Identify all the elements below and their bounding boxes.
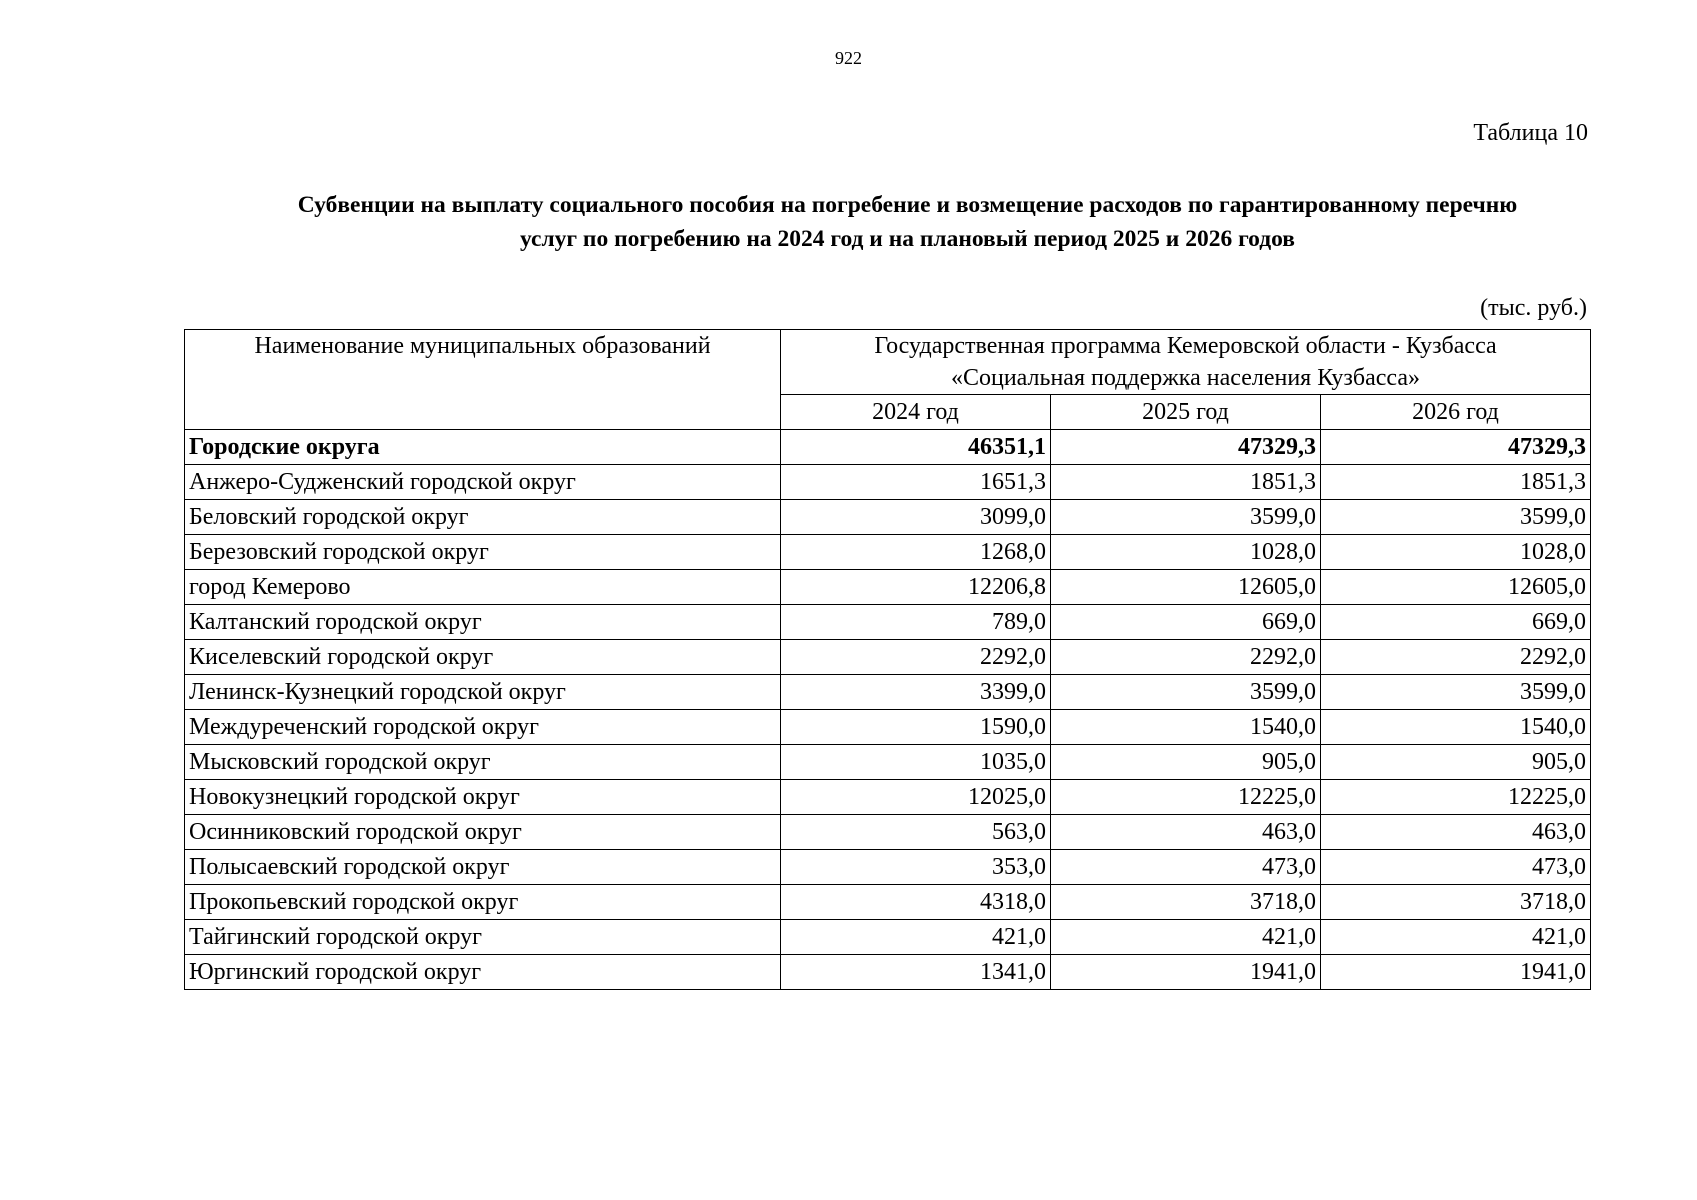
total-row xyxy=(185,430,1591,465)
table-row xyxy=(185,885,1591,920)
value-2026: 1851,3 xyxy=(1321,465,1591,500)
value-2025: 3718,0 xyxy=(1051,885,1321,920)
unit-note: (тыс. руб.) xyxy=(1480,295,1587,321)
title-line-2: услуг по погребению на 2024 год и на плановый период 2025 и 2026 годов xyxy=(519,226,1295,252)
value-2025: 669,0 xyxy=(1051,605,1321,640)
municipality-name: Мысковский городской округ xyxy=(185,745,781,780)
value-2026: 669,0 xyxy=(1321,605,1591,640)
total-value-2025: 47329,3 xyxy=(1051,430,1321,465)
municipality-name: Киселевский городской округ xyxy=(185,640,781,675)
table-row xyxy=(185,675,1591,710)
table-label: Таблица 10 xyxy=(1473,120,1588,146)
value-2024: 2292,0 xyxy=(781,640,1051,675)
value-2025: 12605,0 xyxy=(1051,570,1321,605)
value-2025: 1941,0 xyxy=(1051,955,1321,990)
value-2026: 3599,0 xyxy=(1321,500,1591,535)
value-2024: 563,0 xyxy=(781,815,1051,850)
value-2026: 905,0 xyxy=(1321,745,1591,780)
header-program xyxy=(781,330,1591,395)
value-2024: 12025,0 xyxy=(781,780,1051,815)
municipality-name: Березовский городской округ xyxy=(185,535,781,570)
value-2024: 1268,0 xyxy=(781,535,1051,570)
table-row xyxy=(185,605,1591,640)
value-2024: 3399,0 xyxy=(781,675,1051,710)
value-2024: 1651,3 xyxy=(781,465,1051,500)
table-row xyxy=(185,815,1591,850)
header-program-line-1: Государственная программа Кемеровской области - Кузбасса xyxy=(874,333,1497,359)
header-program-line-2: «Социальная поддержка населения Кузбасса» xyxy=(950,365,1421,391)
table-row xyxy=(185,920,1591,955)
municipality-name: Анжеро-Судженский городской округ xyxy=(185,465,781,500)
municipality-name: город Кемерово xyxy=(185,570,781,605)
municipality-name: Тайгинский городской округ xyxy=(185,920,781,955)
value-2026: 421,0 xyxy=(1321,920,1591,955)
title-line-1: Субвенции на выплату социального пособия на погребение и возмещение расходов по гарантированному перечню xyxy=(297,192,1518,218)
value-2026: 1540,0 xyxy=(1321,710,1591,745)
value-2025: 1851,3 xyxy=(1051,465,1321,500)
value-2025: 3599,0 xyxy=(1051,675,1321,710)
total-value-2024: 46351,1 xyxy=(781,430,1051,465)
header-municipality: Наименование муниципальных образований xyxy=(185,330,781,430)
value-2024: 4318,0 xyxy=(781,885,1051,920)
table-row xyxy=(185,640,1591,675)
value-2025: 905,0 xyxy=(1051,745,1321,780)
table-row xyxy=(185,710,1591,745)
value-2026: 3718,0 xyxy=(1321,885,1591,920)
value-2025: 1028,0 xyxy=(1051,535,1321,570)
header-year-2024: 2024 год xyxy=(781,395,1051,430)
table-row xyxy=(185,955,1591,990)
total-value-2026: 47329,3 xyxy=(1321,430,1591,465)
subsidy-table xyxy=(184,329,1591,990)
table-row xyxy=(185,465,1591,500)
header-year-2025: 2025 год xyxy=(1051,395,1321,430)
municipality-name: Беловский городской округ xyxy=(185,500,781,535)
document-title xyxy=(175,188,1640,256)
value-2026: 12605,0 xyxy=(1321,570,1591,605)
value-2024: 789,0 xyxy=(781,605,1051,640)
value-2025: 12225,0 xyxy=(1051,780,1321,815)
table-header-row xyxy=(185,330,1591,395)
value-2026: 1941,0 xyxy=(1321,955,1591,990)
value-2025: 473,0 xyxy=(1051,850,1321,885)
table-row xyxy=(185,850,1591,885)
municipality-name: Юргинский городской округ xyxy=(185,955,781,990)
value-2025: 3599,0 xyxy=(1051,500,1321,535)
table-row xyxy=(185,570,1591,605)
page-number: 922 xyxy=(835,48,862,68)
value-2024: 3099,0 xyxy=(781,500,1051,535)
value-2025: 1540,0 xyxy=(1051,710,1321,745)
value-2024: 1590,0 xyxy=(781,710,1051,745)
value-2024: 1035,0 xyxy=(781,745,1051,780)
value-2025: 421,0 xyxy=(1051,920,1321,955)
municipality-name: Полысаевский городской округ xyxy=(185,850,781,885)
value-2026: 12225,0 xyxy=(1321,780,1591,815)
value-2026: 2292,0 xyxy=(1321,640,1591,675)
header-year-2026: 2026 год xyxy=(1321,395,1591,430)
value-2026: 473,0 xyxy=(1321,850,1591,885)
value-2024: 421,0 xyxy=(781,920,1051,955)
total-name: Городские округа xyxy=(185,430,781,465)
value-2024: 1341,0 xyxy=(781,955,1051,990)
value-2025: 2292,0 xyxy=(1051,640,1321,675)
table-row xyxy=(185,745,1591,780)
value-2026: 1028,0 xyxy=(1321,535,1591,570)
municipality-name: Калтанский городской округ xyxy=(185,605,781,640)
value-2024: 12206,8 xyxy=(781,570,1051,605)
value-2025: 463,0 xyxy=(1051,815,1321,850)
municipality-name: Междуреченский городской округ xyxy=(185,710,781,745)
municipality-name: Прокопьевский городской округ xyxy=(185,885,781,920)
table-row xyxy=(185,500,1591,535)
value-2026: 3599,0 xyxy=(1321,675,1591,710)
municipality-name: Ленинск-Кузнецкий городской округ xyxy=(185,675,781,710)
municipality-name: Осинниковский городской округ xyxy=(185,815,781,850)
municipality-name: Новокузнецкий городской округ xyxy=(185,780,781,815)
value-2026: 463,0 xyxy=(1321,815,1591,850)
table-row xyxy=(185,535,1591,570)
table-row xyxy=(185,780,1591,815)
value-2024: 353,0 xyxy=(781,850,1051,885)
